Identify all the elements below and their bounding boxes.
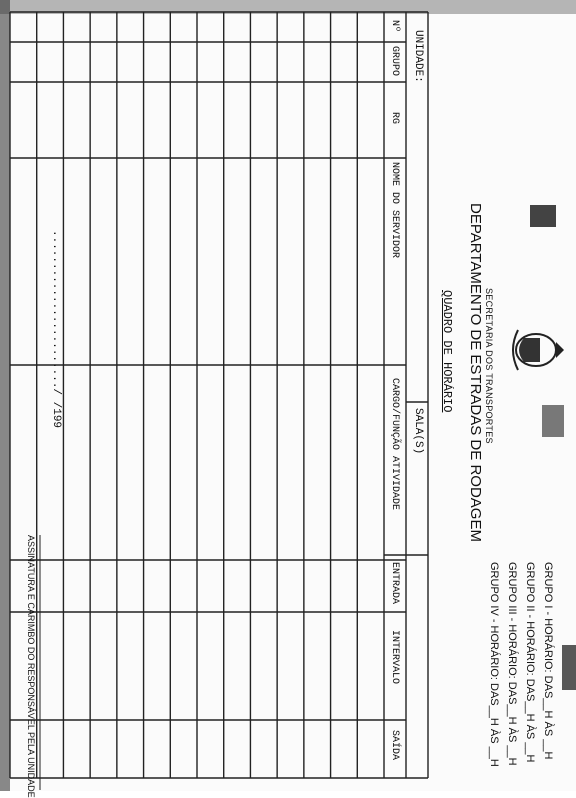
grupo-line: GRUPO II - HORÁRIO: DAS__H ÀS __H: [524, 562, 536, 763]
col-header-rg: RG: [389, 112, 400, 125]
col-header-nome: NOME DO SERVIDOR: [389, 162, 400, 259]
signature-line: ASSINATURA E CARIMBO DO RESPONSÁVEL PELA UNIDADE: [26, 535, 36, 798]
date-line: ......................../ /199: [50, 230, 62, 429]
grupo-line: GRUPO III - HORÁRIO: DAS__H ÀS __H: [506, 562, 518, 766]
col-header-numero: Nº: [389, 20, 400, 33]
col-header-saida: SAÍDA: [389, 730, 400, 761]
grupo-line: GRUPO I - HORÁRIO: DAS__H ÀS __H: [542, 562, 554, 760]
secretaria-text: SECRETARIA DOS TRANSPORTES: [484, 288, 494, 444]
departamento-title: DEPARTAMENTO DE ESTRADAS DE RODAGEM: [467, 203, 484, 542]
col-header-cargo: CARGO/FUNÇÃO ATIVIDADE: [389, 378, 400, 511]
sala-label: SALA(S): [412, 408, 424, 455]
col-header-intervalo: INTERVALO: [389, 630, 400, 685]
grupo-line: GRUPO IV - HORÁRIO: DAS__H ÀS __H: [488, 562, 500, 767]
quadro-title: QUADRO DE HORÁRIO: [440, 290, 454, 413]
unidade-label: UNIDADE:: [412, 30, 424, 83]
col-header-entrada: ENTRADA: [389, 562, 400, 605]
col-header-grupo: GRUPO: [389, 46, 400, 77]
